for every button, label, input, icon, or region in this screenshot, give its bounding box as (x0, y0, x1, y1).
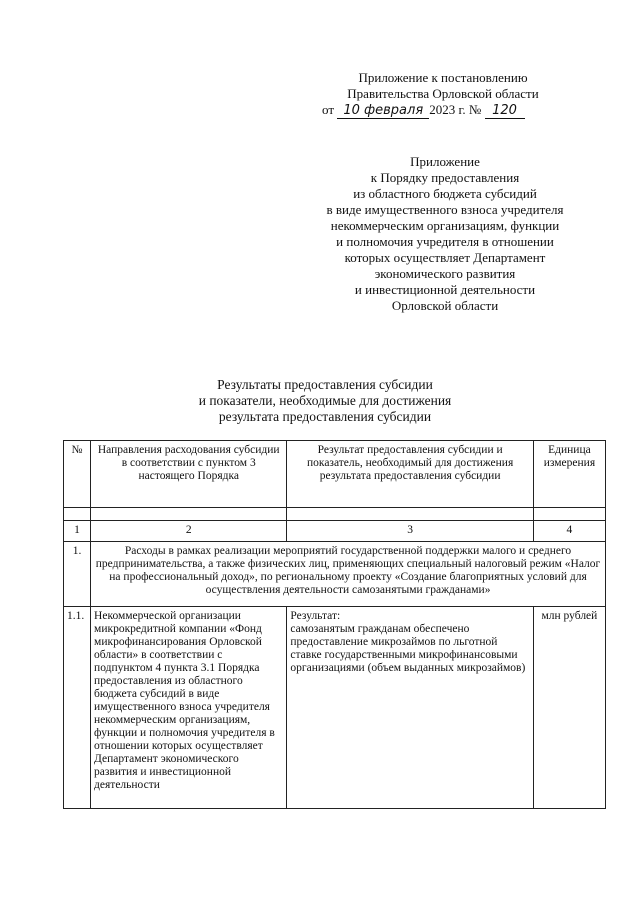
annex-line-1: Приложение к постановлению (358, 70, 528, 85)
section-number: 1. (64, 542, 91, 607)
row-result (287, 607, 533, 809)
appendix-line: и полномочия учредителя в отношении (336, 234, 554, 249)
column-number-row (64, 521, 606, 542)
title-line: результата предоставления субсидии (218, 409, 432, 424)
appendix-line: Приложение (410, 154, 480, 169)
table-spacer-row (64, 508, 606, 521)
appendix-line: Орловской области (391, 298, 499, 313)
annex-line-2: Правительства Орловской области (347, 86, 539, 101)
appendix-line: которых осуществляет Департамент (344, 250, 546, 265)
date-suffix: 2023 г. № (429, 102, 482, 117)
section-row (64, 542, 606, 607)
results-table (63, 440, 606, 809)
annex-header (318, 70, 568, 119)
handwritten-number: 120 (485, 104, 525, 119)
appendix-line: в виде имущественного взноса учредителя (326, 202, 564, 217)
annex-date-line (318, 102, 568, 119)
document-title (160, 377, 490, 425)
table-header-row (64, 441, 606, 508)
appendix-line: к Порядку предоставления (370, 170, 520, 185)
appendix-header (300, 154, 590, 314)
appendix-line: из областного бюджета субсидий (353, 186, 537, 201)
header-number: № (64, 441, 91, 508)
header-unit: Единица измерения (533, 441, 605, 508)
table-row (64, 607, 606, 809)
section-text: Расходы в рамках реализации мероприятий государственной поддержки малого и среднего предпринимательства, а также физических лиц, применяющих специальный налоговый режим «Налог на профессиональный доход», по региональному проекту «Создание благоприятных условий для осуществления деятельности самозанятыми гражданами» (91, 542, 606, 607)
result-text: самозанятым гражданам обеспечено предоставление микрозаймов по льготной ставке государственными микрофинансовыми организациями (объем выданных микрозаймов) (290, 623, 526, 674)
row-direction: Некоммерческой организации микрокредитной компании «Фонд микрофинансирования Орловской области» в соответствии с подпунктом 4 пункта 3.1 Порядка предоставления из областного бюджета субсидий в виде имущественного взноса учредителя некоммерческим организациям, функции и полномочия учредителя в отношении которых осуществляет Департамент экономического развития и инвестиционной деятельности (91, 607, 287, 809)
header-direction: Направления расходования субсидии в соответствии с пунктом 3 настоящего Порядка (91, 441, 287, 508)
result-label: Результат: (290, 610, 341, 622)
date-prefix: от (322, 102, 335, 117)
title-line: и показатели, необходимые для достижения (198, 393, 452, 408)
header-result: Результат предоставления субсидии и показатель, необходимый для достижения результата предоставления субсидии (287, 441, 533, 508)
row-number: 1.1. (64, 607, 91, 809)
column-number: 1 (64, 521, 91, 542)
appendix-line: и инвестиционной деятельности (354, 282, 536, 297)
column-number: 3 (287, 521, 533, 542)
appendix-line: некоммерческим организациям, функции (330, 218, 560, 233)
column-number: 4 (533, 521, 605, 542)
handwritten-date: 10 февраля (337, 104, 429, 119)
column-number: 2 (91, 521, 287, 542)
appendix-line: экономического развития (374, 266, 516, 281)
row-unit: млн рублей (533, 607, 605, 809)
title-line: Результаты предоставления субсидии (217, 377, 433, 392)
